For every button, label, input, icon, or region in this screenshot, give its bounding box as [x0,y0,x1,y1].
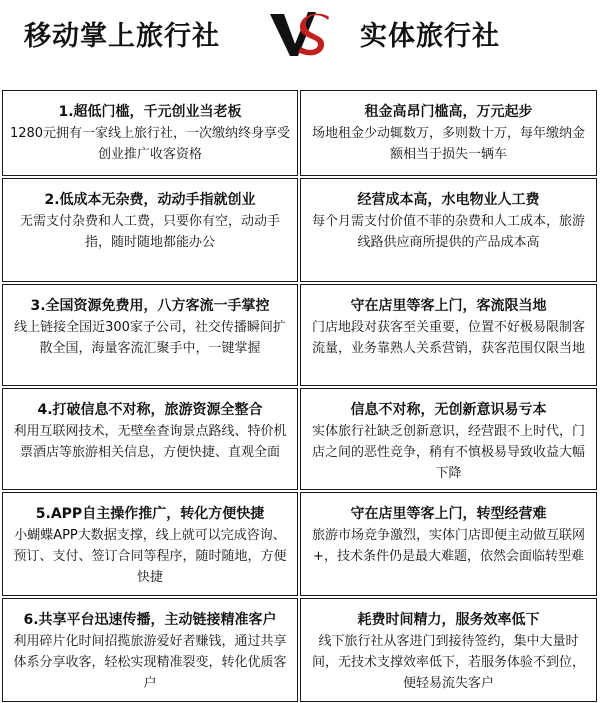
cell-description: 门店地段对获客至关重要，位置不好极易限制客流量，业务靠熟人关系营销，获客范围仅限当地 [311,320,585,356]
left-column-title: 移动掌上旅行社 [24,21,220,52]
cell-description: 线上链接全国近300家子公司，社交传播瞬间扩散全国，海量客流汇聚手中，一键掌握 [14,320,286,356]
cell-title: 6.共享平台迅速传播，主动链接精准客户 [23,612,277,628]
cell-description: 无需支付杂费和人工费，只要你有空，动动手指，随时随地都能办公 [19,214,280,250]
online-agency-cell [2,284,298,386]
cell-title: 耗费时间精力，服务效率低下 [357,612,540,628]
table-row [0,492,600,596]
cell-title: 经营成本高，水电物业人工费 [357,192,540,208]
cell-title: 4.打破信息不对称，旅游资源全整合 [37,402,263,418]
vs-logo-icon [268,6,330,62]
table-row [0,178,600,282]
right-column-title: 实体旅行社 [360,21,500,52]
header [0,0,600,70]
table-row [0,284,600,386]
physical-agency-cell [300,598,597,702]
cell-title: 1.超低门槛，千元创业当老板 [58,104,242,120]
cell-description: 场地租金少动辄数万，多则数十万，每年缴纳金额相当于损失一辆车 [311,126,585,162]
online-agency-cell [2,90,298,176]
physical-agency-cell [300,90,597,176]
cell-title: 租金高昂门槛高，万元起步 [364,104,533,120]
cell-description: 每个月需支付价值不菲的杂费和人工成本，旅游线路供应商所提供的产品成本高 [311,214,585,250]
table-row [0,388,600,490]
online-agency-cell [2,178,298,282]
cell-description: 实体旅行社缺乏创新意识，经营跟不上时代，门店之间的恶性竞争，稍有不慎极易导致收益大幅下降 [311,424,585,481]
online-agency-cell [2,598,298,702]
comparison-table [0,70,600,703]
cell-title: 守在店里等客上门，转型经营难 [350,506,547,522]
physical-agency-cell [300,492,597,596]
cell-description: 1280元拥有一家线上旅行社，一次缴纳终身享受创业推广收客资格 [9,126,291,162]
online-agency-cell [2,492,298,596]
cell-description: 利用互联网技术，无壁垒查询景点路线、特价机票酒店等旅游相关信息，方便快捷、直观全面 [13,424,287,460]
cell-title: 3.全国资源免费用，八方客流一手掌控 [30,298,270,314]
cell-description: 利用碎片化时间招揽旅游爱好者赚钱，通过共享体系分享收客，轻松实现精准裂变，转化优质客户 [13,634,287,691]
online-agency-cell [2,388,298,490]
table-row [0,90,600,176]
cell-title: 信息不对称，无创新意识易亏本 [350,402,547,418]
cell-title: 2.低成本无杂费，动动手指就创业 [44,192,256,208]
cell-title: 守在店里等客上门，客流限当地 [350,298,547,314]
physical-agency-cell [300,178,597,282]
physical-agency-cell [300,284,597,386]
cell-title: 5.APP自主操作推广，转化方便快捷 [35,506,265,522]
cell-description: 旅游市场竞争激烈，实体门店即便主动做互联网+，技术条件仍是最大难题，依然会面临转型难 [311,528,585,564]
cell-description: 小蝴蝶APP大数据支撑，线上就可以完成咨询、预订、支付、签订合同等程序，随时随地，方便快捷 [13,528,287,585]
table-row [0,598,600,702]
physical-agency-cell [300,388,597,490]
cell-description: 线下旅行社从客进门到接待签约，集中大量时间，无技术支撑效率低下，若服务体验不到位，便轻易流失客户 [311,634,585,691]
